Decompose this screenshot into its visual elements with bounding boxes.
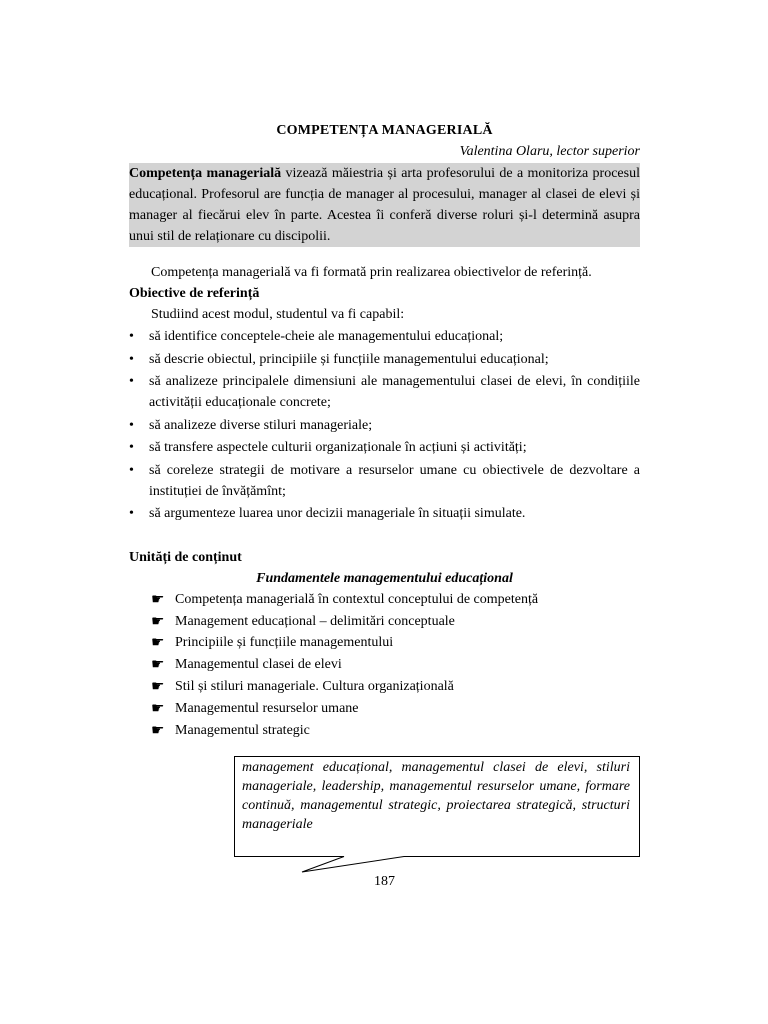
- objective-text: să analizeze principalele dimensiuni ale managementului clasei de elevi, în condițiile activității educaționale concrete;: [149, 374, 640, 410]
- author-line: Valentina Olaru, lector superior: [459, 144, 640, 159]
- page-number: 187: [374, 874, 395, 889]
- list-item: [151, 633, 538, 655]
- list-item: [129, 326, 640, 347]
- list-item: [151, 654, 538, 676]
- list-item: [151, 611, 538, 633]
- units-list: [151, 589, 538, 742]
- pointing-hand-icon: ☛: [151, 722, 165, 739]
- unit-text: Managementul resurselor umane: [175, 700, 359, 716]
- objective-text: să descrie obiectul, principiile și funcțiile managementului educațional;: [149, 351, 549, 367]
- objectives-lead: Studiind acest modul, studentul va fi capabil:: [151, 307, 405, 322]
- list-item: [151, 698, 538, 720]
- units-subheading: Fundamentele managementului educațional: [256, 571, 513, 586]
- page-title: COMPETENȚA MANAGERIALĂ: [276, 123, 493, 138]
- list-item: [129, 460, 640, 502]
- keywords-text: management educațional, managementul clasei de elevi, stiluri manageriale, leadership, managementul resurselor umane, formare continuă, managementul strategic, proiectarea strategică, structuri manageriale: [242, 760, 630, 832]
- objectives-heading: Obiective de referință: [129, 286, 260, 301]
- intro-bold-term: Competența managerială: [129, 166, 282, 181]
- pointing-hand-icon: ☛: [151, 679, 165, 696]
- bullet-icon: •: [129, 329, 134, 344]
- unit-text: Competența managerială în contextul conceptului de competență: [175, 591, 539, 607]
- list-item: [129, 415, 640, 436]
- unit-text: Managementul strategic: [175, 722, 310, 738]
- unit-text: Management educațional – delimitări conceptuale: [175, 613, 455, 629]
- bullet-icon: •: [129, 506, 134, 521]
- objective-text: să identifice conceptele-cheie ale managementului educațional;: [149, 329, 504, 344]
- unit-text: Stil și stiluri manageriale. Cultura organizațională: [175, 679, 454, 695]
- list-item: [129, 349, 640, 370]
- bullet-icon: •: [129, 417, 134, 433]
- list-item: [129, 371, 640, 413]
- list-item: [151, 676, 538, 698]
- pointing-hand-icon: ☛: [151, 700, 165, 717]
- unit-text: Managementul clasei de elevi: [175, 657, 342, 673]
- intro-highlight: [129, 163, 640, 247]
- objectives-list: [129, 326, 640, 526]
- bullet-icon: •: [129, 440, 134, 455]
- pointing-hand-icon: ☛: [151, 635, 165, 652]
- list-item: [129, 503, 640, 524]
- unit-text: Principiile și funcțiile managementului: [175, 635, 394, 651]
- bullet-icon: •: [129, 374, 134, 389]
- competence-paragraph: Competența managerială va fi formată prin realizarea obiectivelor de referință.: [151, 265, 592, 280]
- pointing-hand-icon: ☛: [151, 657, 165, 674]
- objective-text: să argumenteze luarea unor decizii manageriale în situații simulate.: [149, 506, 526, 521]
- bullet-icon: •: [129, 351, 134, 367]
- list-item: [129, 437, 640, 458]
- objective-text: să coreleze strategii de motivare a resurselor umane cu obiectivele de dezvoltare a instituției de învățămînt;: [149, 462, 640, 499]
- list-item: [151, 720, 538, 742]
- pointing-hand-icon: ☛: [151, 613, 165, 630]
- list-item: [151, 589, 538, 611]
- intro-text: vizează măiestria și arta profesorului de a monitoriza procesul educațional. Profesorul are funcția de manager al procesului, manager al clasei de elevi și manager al fiecărui elev în parte. Acestea îi conferă diverse roluri și-l determină asupra unui stil de relaționare cu discipolii.: [129, 166, 640, 244]
- units-heading: Unități de conținut: [129, 550, 242, 565]
- bullet-icon: •: [129, 462, 134, 478]
- objective-text: să transfere aspectele culturii organizaționale în acțiuni și activități;: [149, 440, 527, 455]
- objective-text: să analizeze diverse stiluri manageriale;: [149, 417, 373, 433]
- pointing-hand-icon: ☛: [151, 591, 165, 608]
- keywords-callout: [234, 756, 640, 857]
